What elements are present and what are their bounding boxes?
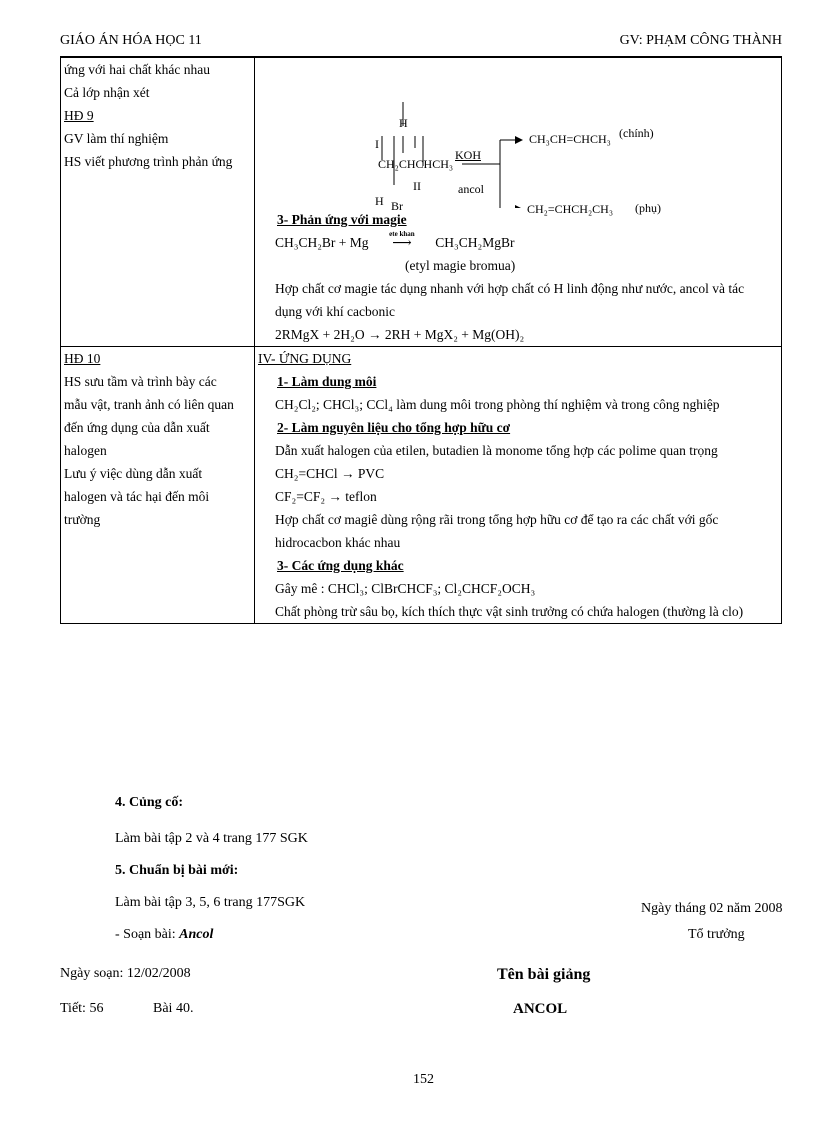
elimination-reaction	[255, 58, 781, 216]
content-cell	[255, 347, 782, 624]
section-heading: 3- Phản ứng với magie	[277, 212, 407, 227]
left-line: mẫu vật, tranh ảnh có liên quan	[64, 397, 234, 412]
subsection-title: 2- Làm nguyên liệu cho tổng hợp hữu cơ	[277, 420, 511, 435]
text-line: Hợp chất cơ magie tác dụng nhanh với hợp chất có H linh động như nước, ancol và tác	[275, 281, 745, 296]
text-line: Hợp chất cơ magiê dùng rộng rãi trong tổng hợp hữu cơ để tạo ra các chất với gốc	[275, 512, 719, 527]
activity-cell	[61, 58, 255, 347]
side-product-note: (phụ)	[635, 201, 661, 215]
solvent-label: ancol	[458, 182, 484, 196]
consolidate-text: Làm bài tập 2 và 4 trang 177 SGK	[115, 831, 308, 846]
arrow-icon: ete khan ⟶	[372, 231, 432, 254]
content-cell	[255, 58, 782, 347]
arrow-condition: ete khan	[389, 230, 415, 238]
equation-line: CH₂=CHCl → PVC	[275, 466, 385, 481]
equation-right: CH₃CH₂MgBr	[435, 235, 515, 250]
bromine-label: Br	[391, 199, 403, 213]
left-line: GV làm thí nghiệm	[64, 131, 169, 146]
compose-lesson: Ancol	[179, 927, 214, 942]
lesson-name: ANCOL	[513, 1001, 568, 1017]
header-right: GV: PHẠM CÔNG THÀNH	[619, 33, 782, 48]
subsection-title: 1- Làm dung môi	[277, 374, 377, 389]
subsection-title: 3- Các ứng dụng khác	[277, 558, 404, 573]
left-line: halogen và tác hại đến môi	[64, 489, 210, 504]
top-h-label: H	[399, 116, 408, 130]
table-row	[61, 347, 782, 624]
activity-cell	[61, 347, 255, 624]
lesson-number: Bài 40.	[153, 1001, 194, 1016]
product-name: (etyl magie bromua)	[405, 258, 516, 273]
text-line: dụng với khí cacbonic	[275, 304, 395, 319]
prepare-text: Làm bài tập 3, 5, 6 trang 177SGK	[115, 895, 306, 910]
text-line: CH₂Cl₂; CHCl₃; CCl₄ làm dung môi trong phòng thí nghiệm và trong công nghiệp	[275, 397, 720, 412]
consolidate-title: 4. Củng cố:	[115, 795, 184, 810]
section-heading: IV- ỨNG DỤNG	[258, 351, 352, 366]
main-product: CH₃CH=CHCH₃	[529, 132, 611, 146]
left-line: trường	[64, 512, 101, 527]
text-line: Dẫn xuất halogen của etilen, butadien là monome tổng hợp các polime quan trọng	[275, 443, 718, 458]
text-line: Chất phòng trừ sâu bọ, kích thích thực vật sinh trưởng có chứa halogen (thường là clo)	[275, 604, 744, 619]
date-sign: Ngày tháng 02 năm 2008	[641, 901, 783, 916]
compose-line	[115, 927, 213, 943]
text-line: hidrocacbon khác nhau	[275, 535, 401, 550]
reaction-arrows	[255, 58, 783, 208]
head-title: Tổ trưởng	[688, 927, 745, 942]
left-line: HS sưu tầm và trình bày các	[64, 374, 217, 389]
equation-left: CH₃CH₂Br + Mg	[275, 235, 369, 250]
compose-prefix: - Soạn bài:	[115, 927, 180, 942]
activity-title: HĐ 10	[64, 351, 101, 366]
lesson-table	[60, 57, 782, 624]
beta-label: II	[413, 179, 421, 193]
equation-line	[255, 231, 781, 254]
prep-date: Ngày soạn: 12/02/2008	[60, 966, 191, 981]
header-left: GIÁO ÁN HÓA HỌC 11	[60, 33, 202, 48]
left-line: đến ứng dụng của dẫn xuất	[64, 420, 210, 435]
main-product-note: (chính)	[619, 126, 654, 140]
lesson-label: Tên bài giảng	[497, 966, 591, 983]
text-line: Gây mê : CHCl₃; ClBrCHCF₃; Cl₂CHCF₂OCH₃	[275, 581, 536, 596]
period: Tiết: 56	[60, 1001, 104, 1016]
left-line: Lưu ý việc dùng dẫn xuất	[64, 466, 203, 481]
left-line: ứng với hai chất khác nhau	[64, 62, 211, 77]
left-line: Cả lớp nhận xét	[64, 85, 150, 100]
equation-line: 2RMgX + 2H₂O → 2RH + MgX₂ + Mg(OH)₂	[275, 327, 525, 342]
bottom-h-label: H	[375, 194, 384, 208]
side-product: CH₂=CHCH₂CH₃	[527, 202, 613, 216]
substrate-chain: CH₂CHCHCH₃	[378, 157, 454, 171]
left-line: halogen	[64, 443, 107, 458]
page-number: 152	[413, 1072, 434, 1087]
activity-title: HĐ 9	[64, 108, 94, 123]
left-line: HS viết phương trình phản ứng	[64, 154, 233, 169]
table-row	[61, 58, 782, 347]
prepare-title: 5. Chuẩn bị bài mới:	[115, 863, 239, 878]
alpha-label: I	[375, 137, 379, 151]
equation-line: CF₂=CF₂ → teflon	[275, 489, 377, 504]
reagent-label: KOH	[455, 148, 481, 162]
